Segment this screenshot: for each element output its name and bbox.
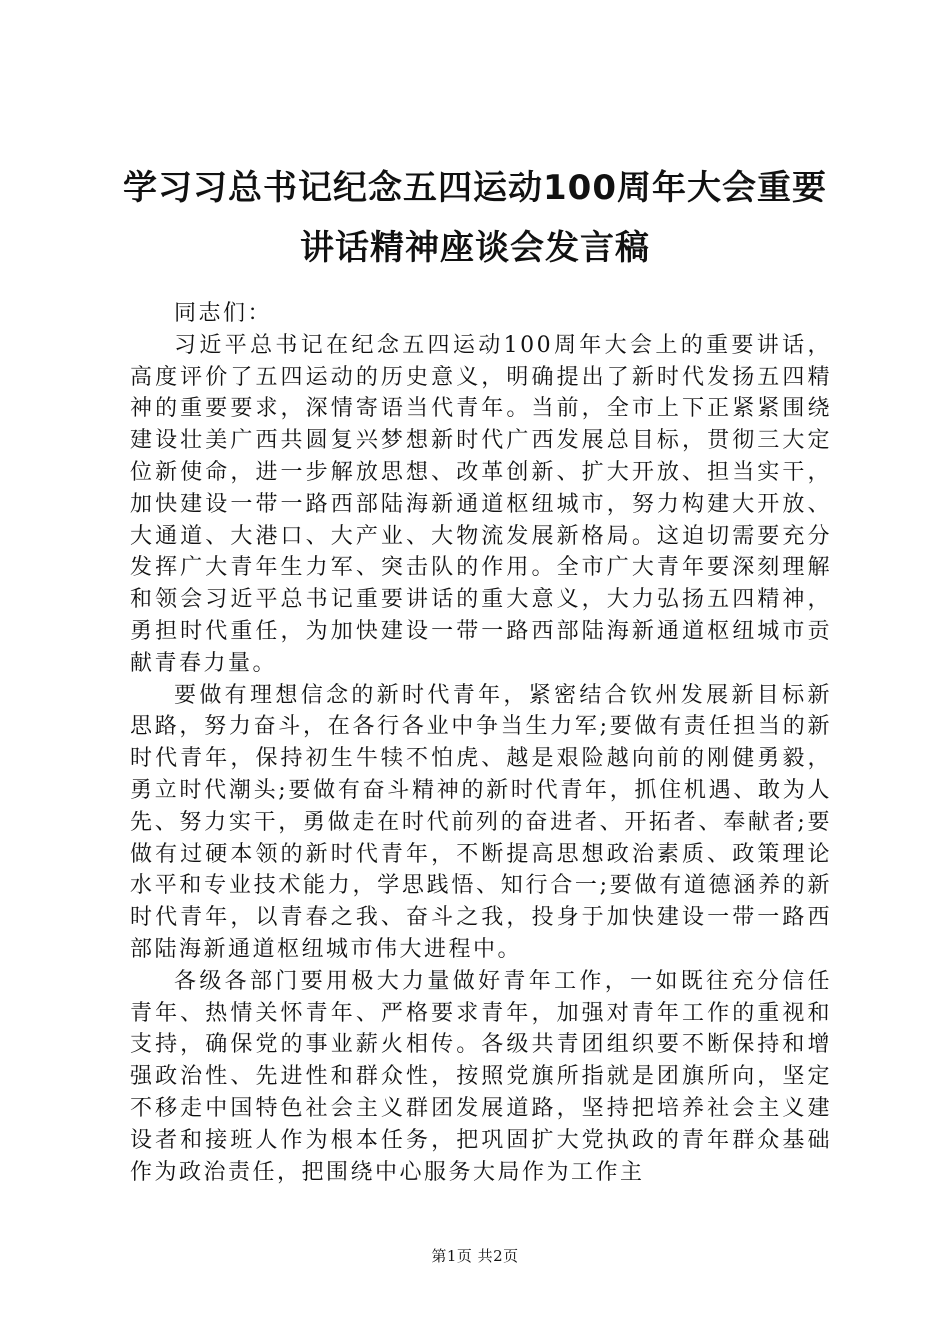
paragraph-1: 习近平总书记在纪念五四运动100周年大会上的重要讲话，高度评价了五四运动的历史意义，明确提出了新时代发扬五四精神的重要要求，深情寄语当代青年。当前，全市上下正紧紧围绕建设壮美广西共圆复兴梦想新时代广西发展总目标，贯彻三大定位新使命，进一步解放思想、改革创新、扩大开放、担当实干，加快建设一带一路西部陆海新通道枢纽城市，努力构建大开放、大通道、大港口、大产业、大物流发展新格局。这迫切需要充分发挥广大青年生力军、突击队的作用。全市广大青年要深刻理解和领会习近平总书记重要讲话的重大意义，大力弘扬五四精神，勇担时代重任，为加快建设一带一路西部陆海新通道枢纽城市贡献青春力量。	[130, 332, 832, 676]
salutation: 同志们：	[174, 301, 273, 326]
document-body	[130, 298, 832, 1188]
page-footer: 第1页 共2页	[431, 1247, 519, 1265]
paragraph-3: 各级各部门要用极大力量做好青年工作，一如既往充分信任青年、热情关怀青年、严格要求青年，加强对青年工作的重视和支持，确保党的事业薪火相传。各级共青团组织要不断保持和增强政治性、先进性和群众性，按照党旗所指就是团旗所向，坚定不移走中国特色社会主义群团发展道路，坚持把培养社会主义建设者和接班人作为根本任务，把巩固扩大党执政的青年群众基础作为政治责任，把围绕中心服务大局作为工作主	[130, 968, 832, 1185]
title-line-2: 讲话精神座谈会发言稿	[300, 228, 650, 268]
title-line-1: 学习习总书记纪念五四运动100周年大会重要	[123, 168, 827, 208]
paragraph-2: 要做有理想信念的新时代青年，紧密结合钦州发展新目标新思路，努力奋斗，在各行各业中争当生力军;要做有责任担当的新时代青年，保持初生牛犊不怕虎、越是艰险越向前的刚健勇毅，勇立时代潮头;要做有奋斗精神的新时代青年，抓住机遇、敢为人先、努力实干，勇做走在时代前列的奋进者、开拓者、奉献者;要做有过硬本领的新时代青年，不断提高思想政治素质、政策理论水平和专业技术能力，学思践悟、知行合一;要做有道德涵养的新时代青年，以青春之我、奋斗之我，投身于加快建设一带一路西部陆海新通道枢纽城市伟大进程中。	[130, 682, 832, 962]
document-title	[110, 158, 840, 278]
